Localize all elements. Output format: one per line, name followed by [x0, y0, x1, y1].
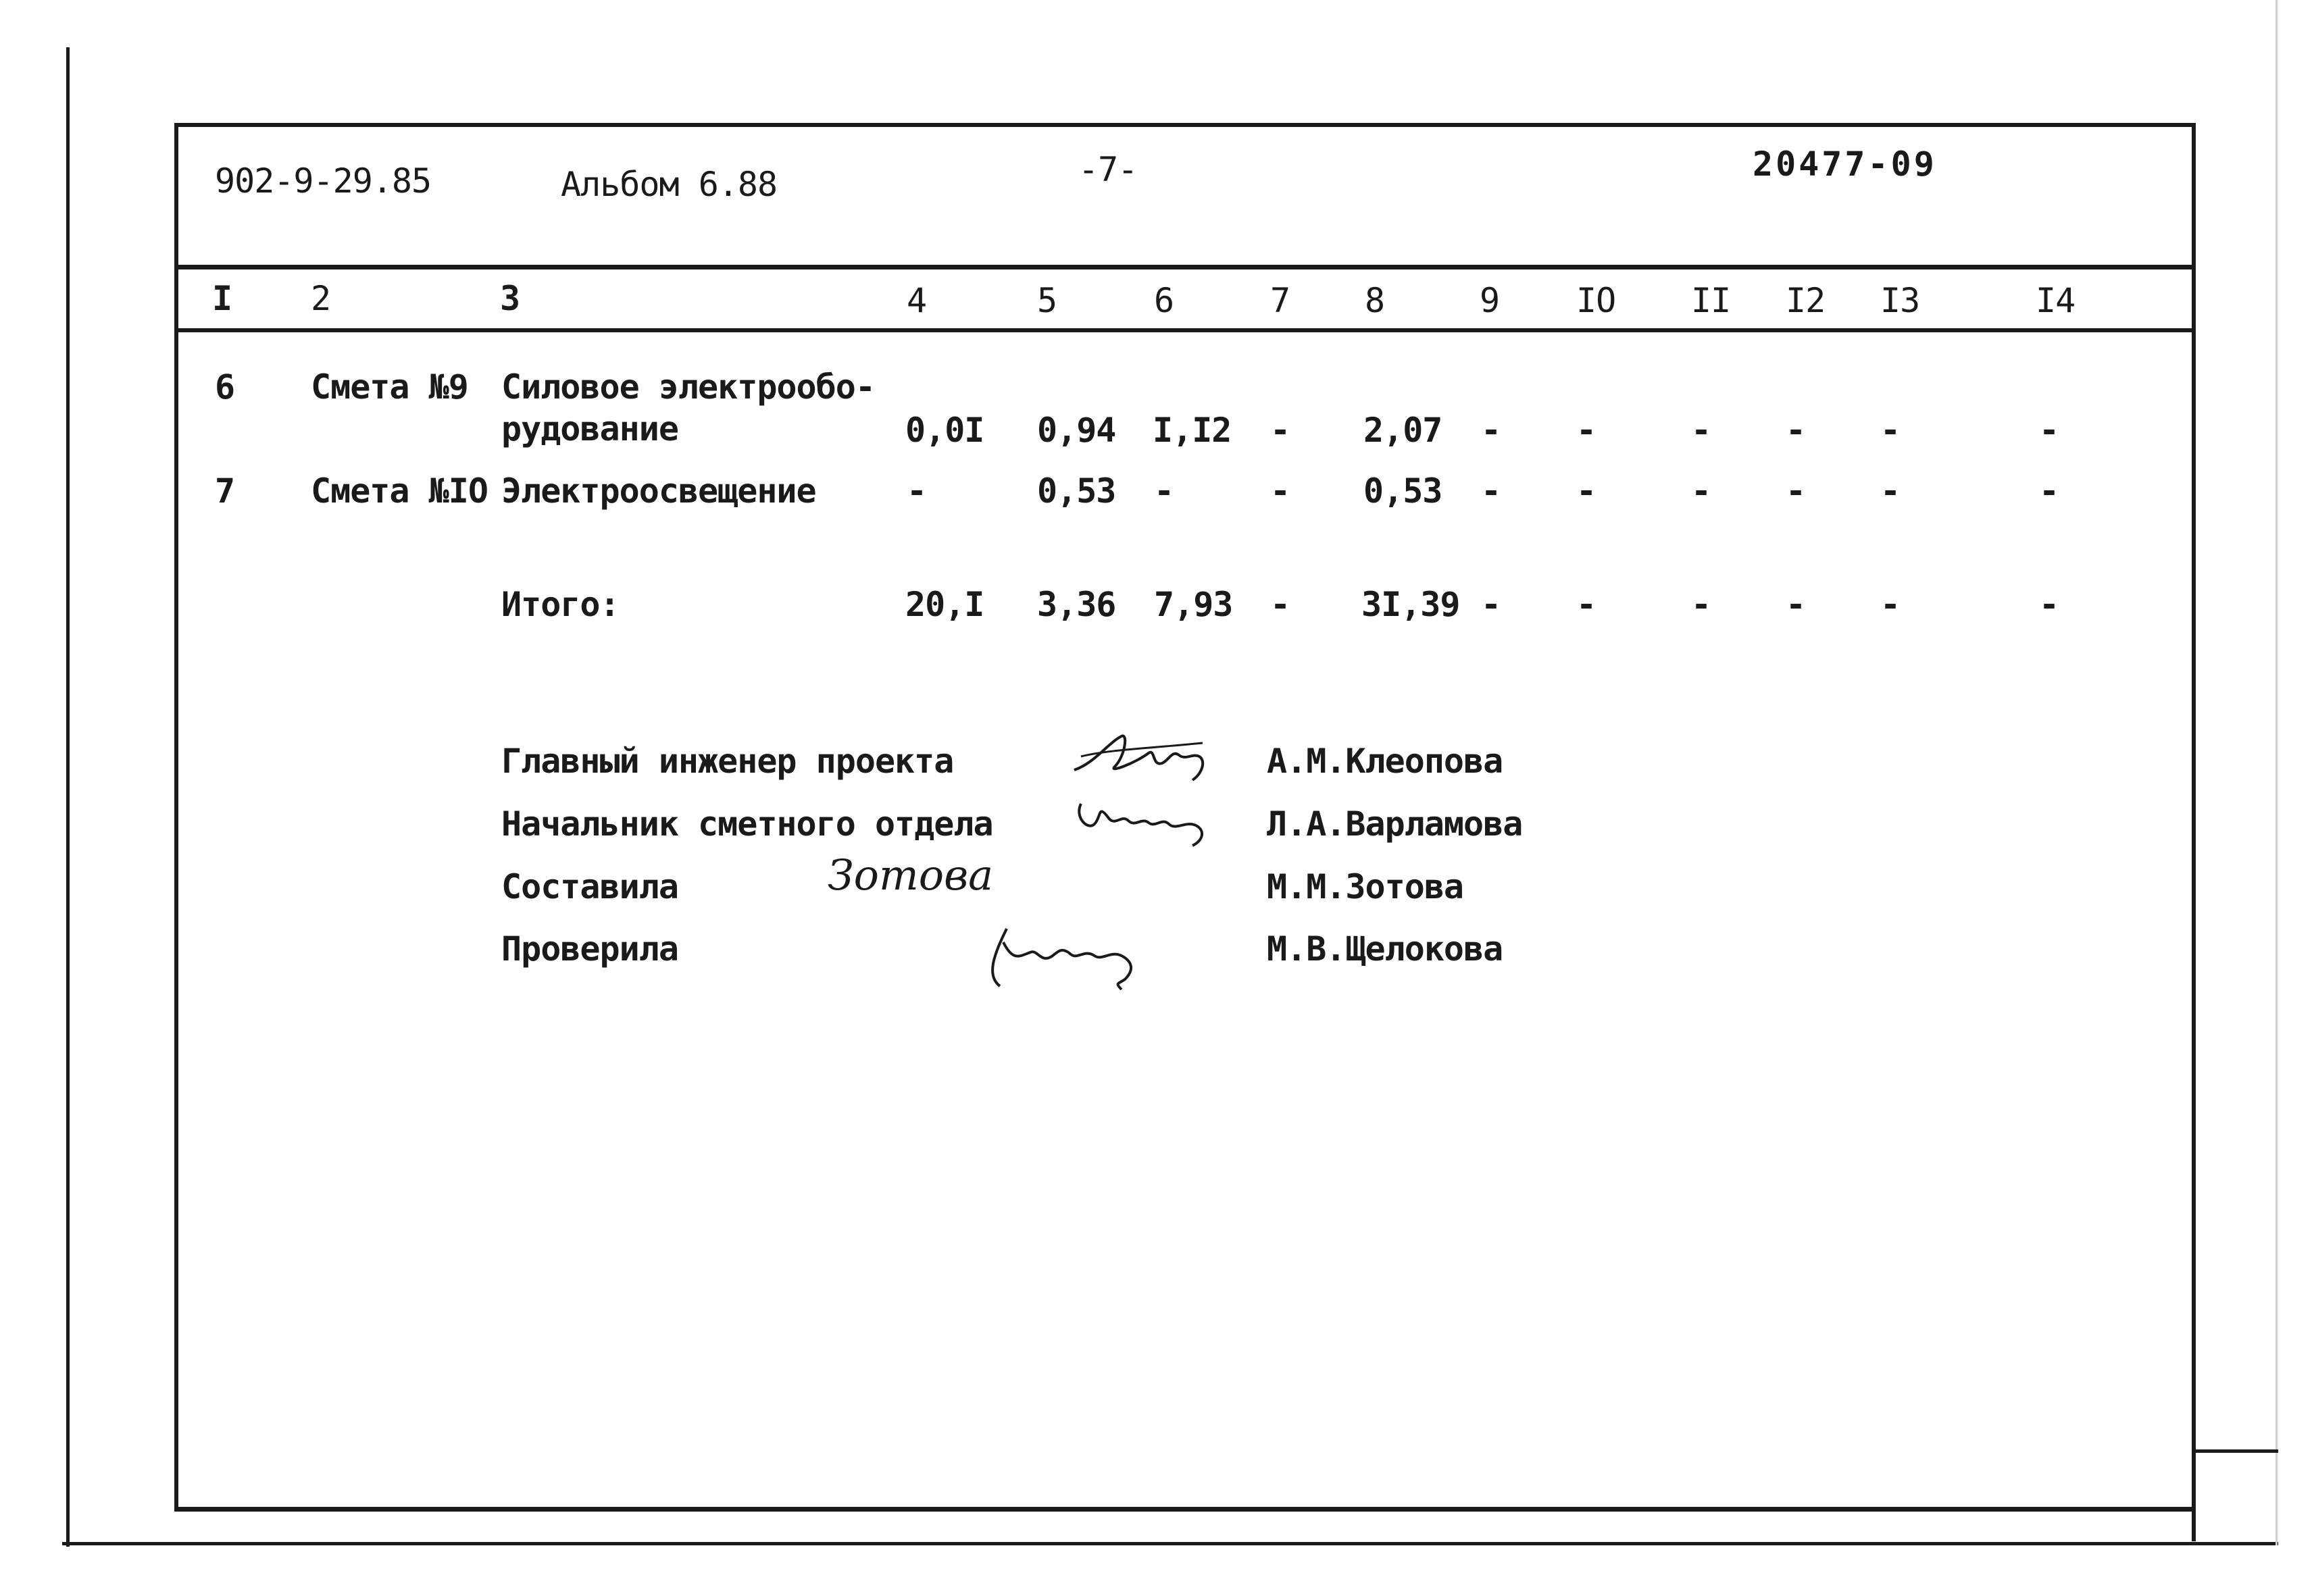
column-number: 2	[311, 279, 331, 318]
cell-col11: -	[1691, 411, 1711, 450]
estimate-label: Смета №9	[311, 367, 468, 407]
total-col4: 20,I	[905, 585, 984, 624]
handwritten-name: Зотова	[828, 850, 994, 900]
doc-number: 20477-09	[1753, 145, 1937, 184]
estimate-label: Смета №IO	[311, 471, 488, 511]
column-number: 4	[907, 281, 927, 320]
cell-col14: -	[2039, 471, 2059, 511]
column-number: II	[1691, 281, 1731, 320]
document-code: 902-9-29.85	[215, 161, 432, 201]
frame-right	[2192, 123, 2196, 1541]
outer-frame-left	[66, 47, 70, 1547]
cell-col4: 0,0I	[905, 411, 984, 450]
cell-col13: -	[1880, 471, 1901, 511]
cell-col9: -	[1481, 471, 1501, 511]
handwritten-signature	[1067, 716, 1223, 790]
total-col9: -	[1481, 585, 1501, 624]
page-number: -7-	[1078, 150, 1138, 189]
table-rule-under-columns	[174, 328, 2196, 332]
total-col6: 7,93	[1154, 585, 1233, 624]
cell-col14: -	[2039, 411, 2059, 450]
table-rule-top	[174, 265, 2196, 269]
frame-top	[174, 123, 2196, 127]
cell-col7: -	[1270, 471, 1290, 511]
cell-col5: 0,53	[1037, 471, 1116, 511]
frame-bottom	[174, 1507, 2196, 1512]
cell-col6: I,I2	[1153, 411, 1232, 450]
signature-role: Начальник сметного отдела	[501, 804, 993, 844]
outer-frame-bottom	[62, 1542, 2278, 1545]
total-col8: 3I,39	[1361, 585, 1460, 624]
signature-name: Л.А.Варламова	[1267, 804, 1523, 844]
cell-col13: -	[1880, 411, 1901, 450]
handwritten-signature	[980, 915, 1169, 996]
signature-role: Главный инженер проекта	[501, 742, 954, 781]
total-col7: -	[1270, 585, 1290, 624]
column-number: I4	[2036, 281, 2076, 320]
total-col12: -	[1786, 585, 1806, 624]
cell-col10: -	[1576, 411, 1596, 450]
total-col11: -	[1691, 585, 1711, 624]
cell-col4: -	[907, 471, 927, 511]
column-number: I	[212, 279, 232, 318]
column-number: 8	[1365, 281, 1385, 320]
cell-col8: 0,53	[1363, 471, 1442, 511]
cell-col6: -	[1154, 471, 1174, 511]
column-number: 9	[1480, 281, 1500, 320]
signature-role: Проверила	[501, 929, 678, 969]
cell-col12: -	[1786, 471, 1806, 511]
cell-col5: 0,94	[1037, 411, 1116, 450]
column-number: I2	[1786, 281, 1826, 320]
item-name-line2: рудование	[501, 409, 678, 448]
corner-box-top	[2192, 1449, 2278, 1453]
total-label: Итого:	[501, 585, 620, 624]
cell-col8: 2,07	[1363, 411, 1442, 450]
row-number: 6	[215, 367, 235, 407]
signature-name: М.В.Щелокова	[1267, 929, 1503, 969]
cell-col10: -	[1576, 471, 1596, 511]
cell-col7: -	[1270, 411, 1290, 450]
cell-col12: -	[1786, 411, 1806, 450]
total-col5: 3,36	[1037, 585, 1116, 624]
row-number: 7	[215, 471, 235, 511]
item-name-line1: Электроосвещение	[501, 471, 816, 511]
item-name-line1: Силовое электрообо-	[501, 367, 875, 407]
column-number: 5	[1037, 281, 1057, 320]
cell-col11: -	[1691, 471, 1711, 511]
album-label: Альбом 6.88	[561, 165, 778, 204]
total-col13: -	[1880, 585, 1901, 624]
column-number: IO	[1576, 281, 1616, 320]
total-col10: -	[1576, 585, 1596, 624]
signature-name: А.М.Клеопова	[1267, 742, 1503, 781]
column-number: 7	[1270, 281, 1290, 320]
outer-frame-right	[2275, 0, 2278, 1545]
handwritten-signature-zotova	[824, 848, 1040, 908]
signature-role: Составила	[501, 867, 678, 906]
signature-name: М.М.Зотова	[1267, 867, 1464, 906]
handwritten-signature	[1067, 783, 1223, 851]
total-col14: -	[2039, 585, 2059, 624]
column-number: 3	[500, 279, 520, 318]
cell-col9: -	[1481, 411, 1501, 450]
column-number: 6	[1154, 281, 1174, 320]
column-number: I3	[1880, 281, 1920, 320]
